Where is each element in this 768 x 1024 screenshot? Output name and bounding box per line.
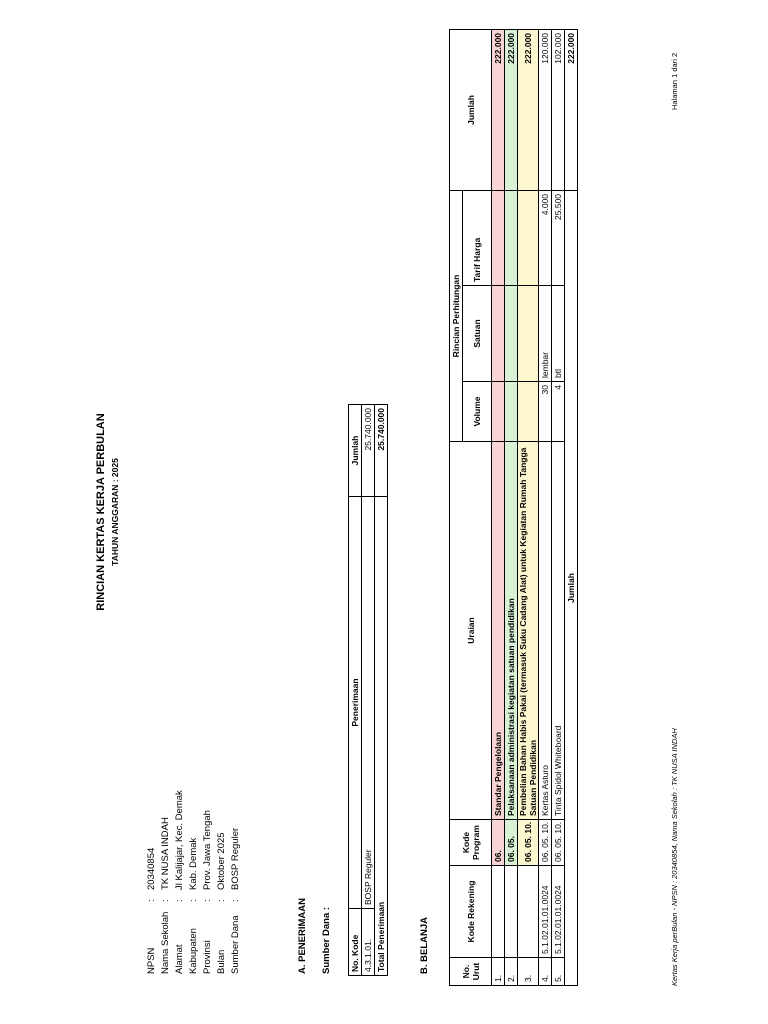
col-satuan: Satuan bbox=[463, 286, 492, 382]
belanja-kode-rekening bbox=[505, 866, 518, 958]
identity-label: Alamat bbox=[174, 944, 185, 974]
belanja-table bbox=[449, 29, 578, 986]
belanja-kode-program: 06. 05. 10. bbox=[552, 820, 565, 866]
identity-separator: : bbox=[146, 899, 157, 902]
col-tarif-harga: Tarif Harga bbox=[463, 190, 492, 285]
identity-separator: : bbox=[188, 899, 199, 902]
belanja-volume: 4 bbox=[552, 382, 565, 442]
col-jumlah: Jumlah bbox=[349, 405, 362, 497]
document-title: RINCIAN KERTAS KERJA PERBULAN bbox=[95, 413, 107, 611]
identity-row bbox=[187, 790, 201, 974]
belanja-satuan: btl bbox=[552, 286, 565, 382]
identity-label: Provinsi bbox=[202, 940, 213, 974]
belanja-satuan: lembar bbox=[539, 286, 552, 382]
penerimaan-kode: 4.3.1.01. bbox=[362, 909, 375, 976]
belanja-kode-rekening: 5.1.02.01.01.0024 bbox=[552, 866, 565, 958]
belanja-volume bbox=[492, 382, 505, 442]
identity-value: TK NUSA INDAH bbox=[160, 817, 171, 890]
col-jumlah-belanja: Jumlah bbox=[450, 29, 492, 190]
sumber-dana-label: Sumber Dana : bbox=[321, 906, 332, 974]
total-belanja-value: 222.000 bbox=[565, 29, 578, 190]
belanja-satuan bbox=[505, 286, 518, 382]
identity-value: 20340854 bbox=[146, 847, 157, 890]
identity-value: Oktober 2025 bbox=[216, 832, 227, 890]
belanja-volume bbox=[518, 382, 539, 442]
identity-label: Bulan bbox=[216, 949, 227, 974]
belanja-kode-program: 06. 05. 10. bbox=[539, 820, 552, 866]
penerimaan-jumlah: 25.740.000 bbox=[362, 405, 375, 497]
belanja-uraian: Pembelian Bahan Habis Pakai (termasuk Suku Cadang Alat) untuk Kegiatan Rumah Tangga Satuan Pendidikan bbox=[518, 442, 539, 820]
total-penerimaan-value: 25.740.000 bbox=[375, 405, 388, 497]
footer-page-number: Halaman 1 dari 2 bbox=[670, 52, 679, 110]
belanja-satuan bbox=[518, 286, 539, 382]
belanja-no: 4. bbox=[539, 958, 552, 986]
total-penerimaan-label: Total Penerimaan bbox=[375, 497, 388, 976]
identity-label: NPSN bbox=[146, 947, 157, 974]
col-penerimaan: Penerimaan bbox=[349, 497, 362, 909]
penerimaan-name: BOSP Reguler bbox=[362, 497, 375, 909]
belanja-kode-rekening bbox=[492, 866, 505, 958]
identity-separator: : bbox=[230, 899, 241, 902]
belanja-volume bbox=[505, 382, 518, 442]
belanja-tarif: 25.500 bbox=[552, 190, 565, 285]
belanja-tarif bbox=[505, 190, 518, 285]
col-no-kode: No. Kode bbox=[349, 909, 362, 976]
identity-block bbox=[145, 790, 243, 974]
belanja-jumlah: 222.000 bbox=[492, 29, 505, 190]
belanja-no: 3. bbox=[518, 958, 539, 986]
identity-label: Nama Sekolah bbox=[160, 911, 171, 974]
identity-separator: : bbox=[202, 899, 213, 902]
identity-separator: : bbox=[216, 899, 227, 902]
belanja-uraian: Tinta Spidol Whiteboard bbox=[552, 442, 565, 820]
footer-document-info: Kertas Kerja perBulan - NPSN : 20340854, Nama Sekolah : TK NUSA INDAH bbox=[670, 728, 679, 986]
col-kode-rekening: Kode Rekening bbox=[450, 866, 492, 958]
belanja-uraian: Pelaksanaan administrasi kegiatan satuan pendidikan bbox=[505, 442, 518, 820]
belanja-no: 1. bbox=[492, 958, 505, 986]
identity-separator: : bbox=[160, 899, 171, 902]
belanja-tarif bbox=[518, 190, 539, 285]
belanja-jumlah: 120.000 bbox=[539, 29, 552, 190]
belanja-row bbox=[518, 29, 539, 985]
identity-label: Sumber Dana bbox=[230, 915, 241, 974]
identity-label: Kabupaten bbox=[188, 928, 199, 974]
belanja-kode-rekening: 5.1.02.01.01.0024 bbox=[539, 866, 552, 958]
col-rincian-perhitungan: Rincian Perhitungan bbox=[450, 190, 463, 441]
belanja-jumlah: 222.000 bbox=[518, 29, 539, 190]
belanja-jumlah: 222.000 bbox=[505, 29, 518, 190]
identity-row bbox=[215, 790, 229, 974]
penerimaan-table bbox=[348, 404, 388, 976]
belanja-volume: 30 bbox=[539, 382, 552, 442]
col-volume: Volume bbox=[463, 382, 492, 442]
identity-separator: : bbox=[174, 899, 185, 902]
belanja-kode-program: 06. 05. bbox=[505, 820, 518, 866]
belanja-kode-program: 06. bbox=[492, 820, 505, 866]
belanja-row bbox=[552, 29, 565, 985]
belanja-tarif bbox=[492, 190, 505, 285]
belanja-jumlah: 102.000 bbox=[552, 29, 565, 190]
col-kode-program: Kode Program bbox=[450, 820, 492, 866]
col-uraian: Uraian bbox=[450, 442, 492, 820]
document-subtitle: TAHUN ANGGARAN : 2025 bbox=[110, 458, 120, 566]
belanja-uraian: Kertas Asturo bbox=[539, 442, 552, 820]
identity-value: Kab. Demak bbox=[188, 837, 199, 890]
belanja-row bbox=[505, 29, 518, 985]
total-belanja-label: Jumlah bbox=[565, 190, 578, 985]
identity-row bbox=[229, 790, 243, 974]
identity-value: Prov. Jawa Tengah bbox=[202, 810, 213, 890]
identity-row bbox=[201, 790, 215, 974]
belanja-no: 5. bbox=[552, 958, 565, 986]
penerimaan-row bbox=[362, 405, 375, 976]
col-no-urut: No. Urut bbox=[450, 958, 492, 986]
belanja-row bbox=[492, 29, 505, 985]
penerimaan-heading: A. PENERIMAAN bbox=[297, 897, 308, 974]
belanja-kode-program: 06. 05. 10. bbox=[518, 820, 539, 866]
identity-row bbox=[159, 790, 173, 974]
identity-row bbox=[173, 790, 187, 974]
belanja-tarif: 4.000 bbox=[539, 190, 552, 285]
belanja-kode-rekening bbox=[518, 866, 539, 958]
identity-value: BOSP Reguler bbox=[230, 827, 241, 890]
belanja-satuan bbox=[492, 286, 505, 382]
belanja-heading: B. BELANJA bbox=[419, 916, 430, 974]
identity-row bbox=[145, 790, 159, 974]
belanja-uraian: Standar Pengelolaan bbox=[492, 442, 505, 820]
identity-value: Jl Kalijajar, Kec. Demak bbox=[174, 790, 185, 890]
belanja-no: 2. bbox=[505, 958, 518, 986]
belanja-row bbox=[539, 29, 552, 985]
